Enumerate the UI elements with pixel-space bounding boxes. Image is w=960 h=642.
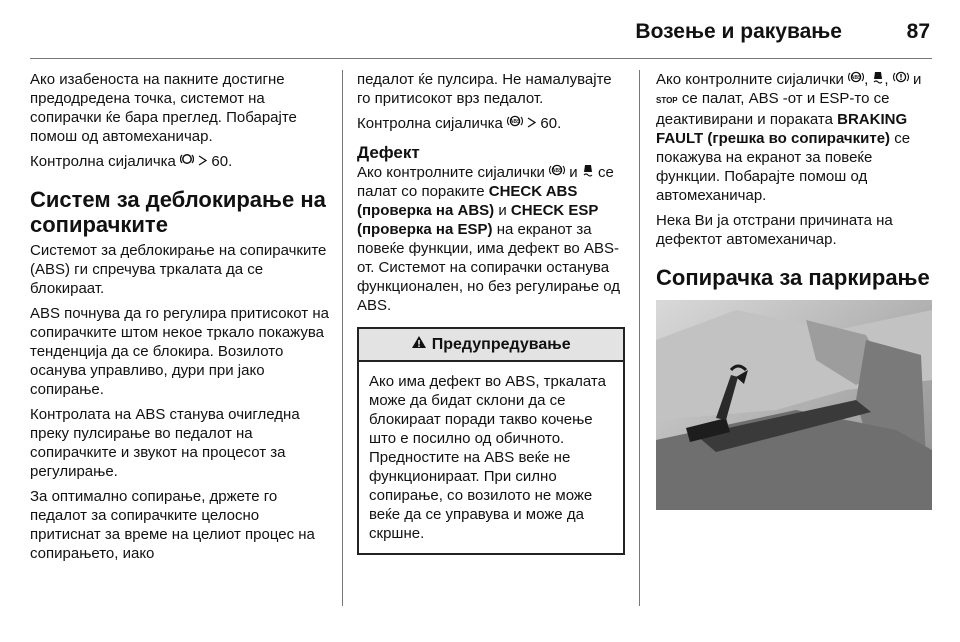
paragraph: педалот ќе пулсира. Не намалувајте го притисокот врз педалот. bbox=[357, 71, 612, 107]
brake-pad-icon bbox=[180, 152, 194, 171]
parking-brake-illustration bbox=[656, 300, 932, 510]
text: се покажува на екранот за повеќе функции. Побарајте помош од автомеханичар. bbox=[656, 130, 911, 204]
column-3 bbox=[656, 70, 932, 510]
page-reference: 60. bbox=[540, 115, 562, 132]
page-reference-icon bbox=[198, 152, 207, 171]
paragraph-control-light bbox=[30, 152, 330, 171]
text: и bbox=[912, 71, 922, 88]
paragraph: Нека Ви ја отстрани причината на дефектот автомеханичар. bbox=[656, 212, 893, 248]
message-braking-fault: BRAKING FAULT (грешка во сопирачките) bbox=[656, 111, 908, 147]
abs-icon bbox=[848, 70, 864, 89]
message-check-abs: CHECK ABS (проверка на ABS) bbox=[357, 183, 578, 219]
page-reference: 60. bbox=[211, 153, 233, 170]
text: на екранот за повеќе функции, има дефект во ABS-от. Системот на сопирачки останува функционален, но без регулирање од ABS. bbox=[357, 221, 621, 314]
esp-icon bbox=[582, 163, 594, 182]
section-heading: Систем за деблокирање на сопирачките bbox=[30, 187, 326, 237]
page-number: 87 bbox=[906, 20, 930, 43]
column-2 bbox=[357, 70, 625, 555]
warning-box bbox=[357, 327, 625, 555]
abs-icon bbox=[507, 114, 523, 133]
column-divider bbox=[342, 70, 343, 606]
brake-warning-icon bbox=[893, 70, 909, 89]
column-divider bbox=[639, 70, 640, 606]
message-check-esp: CHECK ESP (проверка на ESP) bbox=[357, 202, 599, 238]
stop-icon: STOP bbox=[656, 96, 678, 105]
text: се палат со пораките bbox=[357, 164, 614, 200]
text: и bbox=[498, 202, 507, 219]
paragraph-deactivated: Ако контролните сијалички ABS , , и STOP се палат, ABS -от и ESP-то се деактивирани и пораката BRAKING FAULT (грешка во сопирачките) се покажува на екранот за повеќе функции. Побарајте помош од автомеханичар. bbox=[656, 71, 922, 204]
paragraph: Контролата на ABS станува очигледна преку пулсирање во педалот на сопирачките и звукот на процесот за регулирање. bbox=[30, 406, 300, 480]
warning-triangle-icon bbox=[411, 335, 427, 354]
text: Ако контролните сијалички bbox=[656, 71, 844, 88]
paragraph: ABS почнува да го регулира притисокот на сопирачките штом некое тркало покажува тенденција да се блокира. Возилото осанува управливо, дури при јако сопирање. bbox=[30, 305, 329, 398]
warning-header bbox=[359, 329, 623, 362]
svg-text:ABS: ABS bbox=[551, 168, 563, 174]
paragraph-control-light bbox=[357, 114, 625, 133]
subsection-heading: Дефект bbox=[357, 143, 420, 162]
esp-icon bbox=[872, 70, 884, 89]
paragraph-fault bbox=[357, 163, 625, 315]
header-rule bbox=[30, 58, 932, 59]
text: Ако контролните сијалички bbox=[357, 164, 545, 181]
header-title: Возење и ракување bbox=[635, 20, 842, 43]
text: и bbox=[569, 164, 578, 181]
warning-text: Ако има дефект во ABS, тркалата може да бидат склони да се блокираат поради такво кочење што е посилно од обичното. Предностите на ABS веќе не функционираат. При силно сопирање, со возилото не може веќе да се управува и може да скршне. bbox=[369, 373, 606, 542]
text: се палат, ABS -от и ESP-то се деактивирани и пораката bbox=[656, 90, 890, 128]
paragraph: Системот за деблокирање на сопирачките (ABS) ги спречува тркалата да се блокираат. bbox=[30, 242, 327, 297]
text: Контролна сијаличка bbox=[357, 115, 503, 132]
text: Контролна сијаличка bbox=[30, 153, 176, 170]
column-1 bbox=[30, 70, 330, 569]
section-heading: Сопирачка за паркирање bbox=[656, 265, 930, 290]
warning-title: Предупредување bbox=[431, 336, 571, 353]
svg-text:ABS: ABS bbox=[509, 119, 521, 125]
paragraph: Ако изабеноста на пакните достигне предодредена точка, системот на сопирачки ќе бара преглед. Побарајте помош од автомеханичар. bbox=[30, 71, 297, 145]
abs-icon bbox=[549, 163, 565, 182]
page-reference-icon bbox=[527, 114, 536, 133]
svg-text:ABS: ABS bbox=[850, 75, 862, 81]
paragraph: За оптимално сопирање, држете го педалот за сопирачките целосно притиснат за време на целиот процес на сопирањето, иако bbox=[30, 488, 315, 562]
